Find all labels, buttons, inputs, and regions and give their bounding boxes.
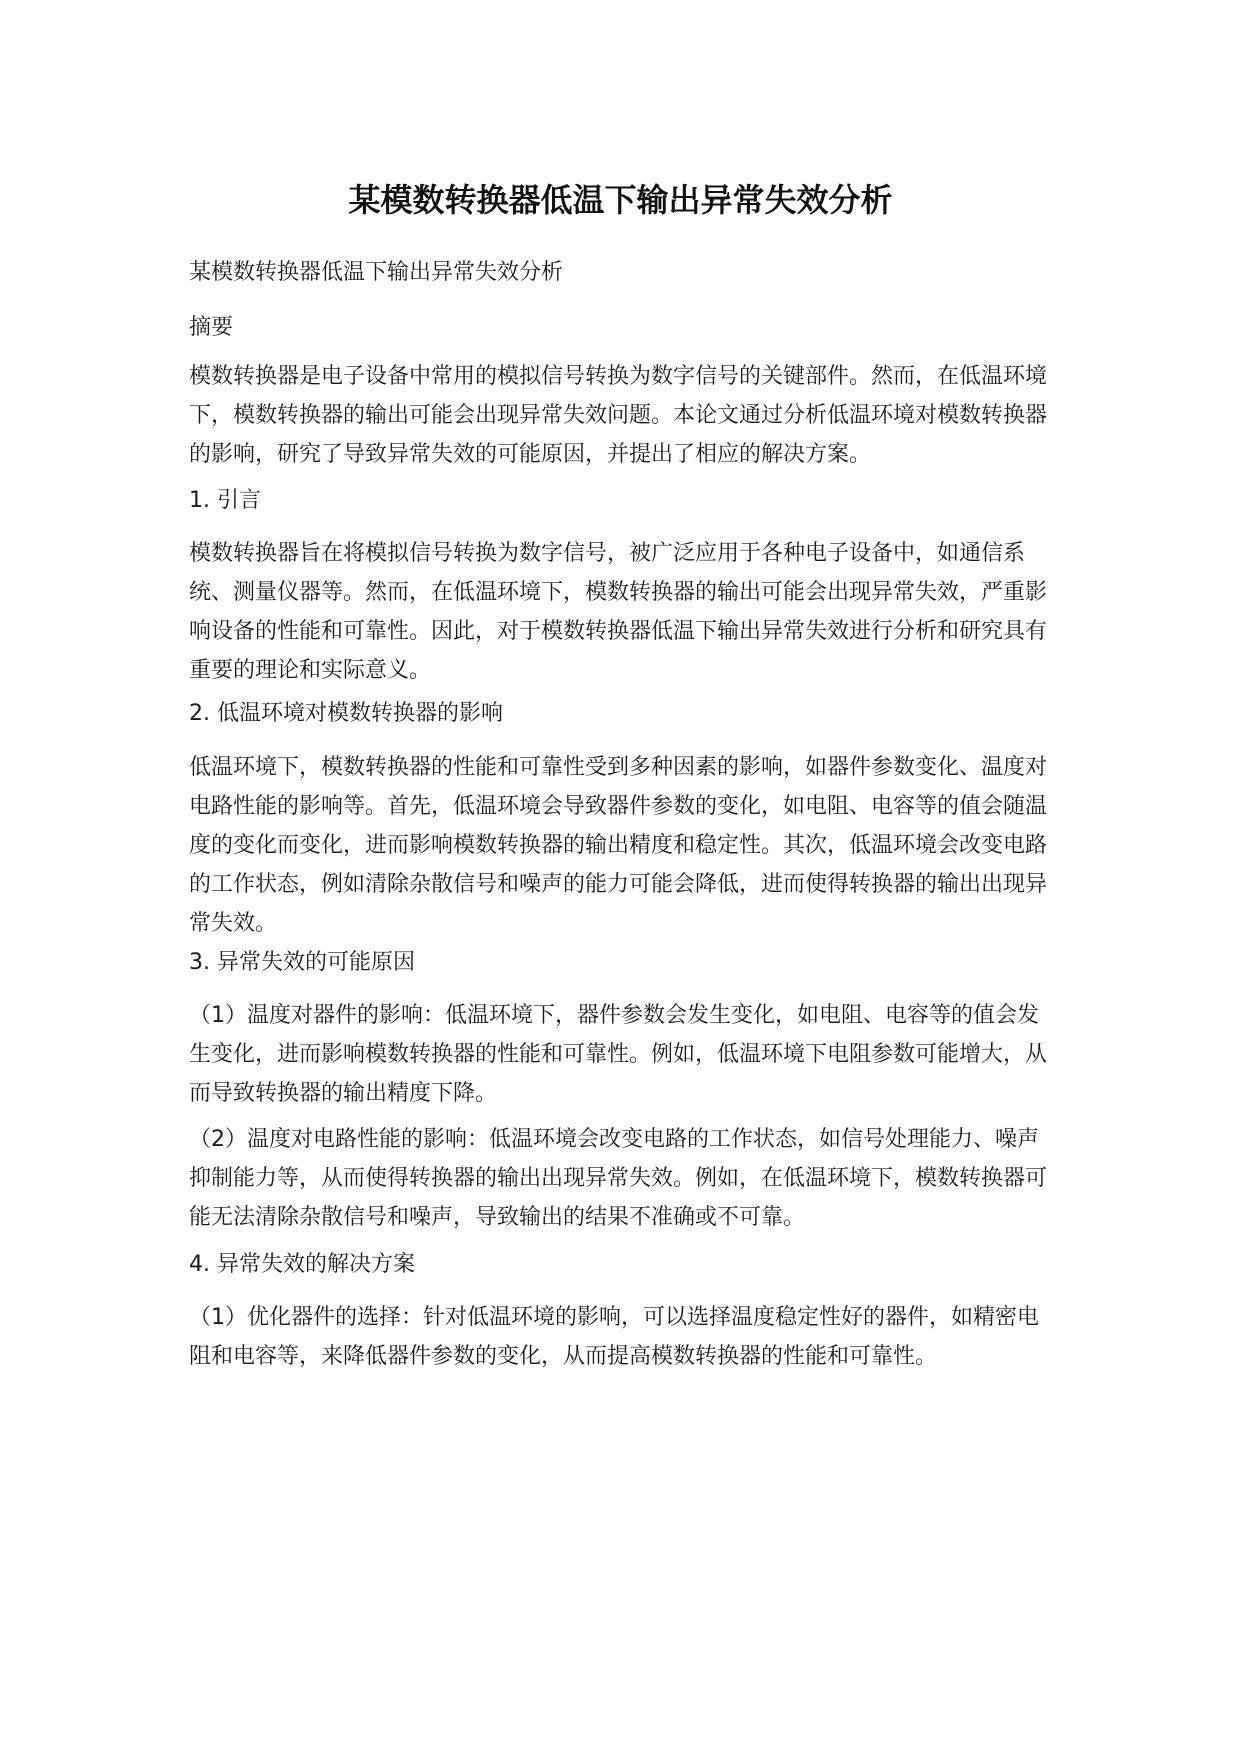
section-4-heading: 4. 异常失效的解决方案 xyxy=(189,1252,415,1277)
section-4-item-1: （1）优化器件的选择：针对低温环境的影响，可以选择温度稳定性好的器件，如精密电阻和电容等，来降低器件参数的变化，从而提高模数转换器的性能和可靠性。 xyxy=(189,1305,1039,1369)
section-2-heading: 2. 低温环境对模数转换器的影响 xyxy=(189,701,503,726)
document-title: 某模数转换器低温下输出异常失效分析 xyxy=(348,181,893,219)
abstract-heading: 摘要 xyxy=(189,315,234,340)
section-3-item-2: （2）温度对电路性能的影响：低温环境会改变电路的工作状态，如信号处理能力、噪声抑制能力等，从而使得转换器的输出出现异常失效。例如，在低温环境下，模数转换器可能无法清除杂散信号和噪声，导致输出的结果不准确或不可靠。 xyxy=(189,1127,1048,1230)
section-1-paragraph: 模数转换器旨在将模拟信号转换为数字信号，被广泛应用于各种电子设备中，如通信系统、测量仪器等。然而，在低温环境下，模数转换器的输出可能会出现异常失效，严重影响设备的性能和可靠性。因此，对于模数转换器低温下输出异常失效进行分析和研究具有重要的理论和实际意义。 xyxy=(189,541,1048,683)
document-subtitle: 某模数转换器低温下输出异常失效分析 xyxy=(189,260,564,285)
section-3-heading: 3. 异常失效的可能原因 xyxy=(189,950,415,975)
section-1-heading: 1. 引言 xyxy=(189,488,261,513)
section-2-paragraph: 低温环境下，模数转换器的性能和可靠性受到多种因素的影响，如器件参数变化、温度对电路性能的影响等。首先，低温环境会导致器件参数的变化，如电阻、电容等的值会随温度的变化而变化，进而影响模数转换器的输出精度和稳定性。其次，低温环境会改变电路的工作状态，例如清除杂散信号和噪声的能力可能会降低，进而使得转换器的输出出现异常失效。 xyxy=(189,755,1048,936)
section-3-item-1: （1）温度对器件的影响：低温环境下，器件参数会发生变化，如电阻、电容等的值会发生变化，进而影响模数转换器的性能和可靠性。例如，低温环境下电阻参数可能增大，从而导致转换器的输出精度下降。 xyxy=(189,1003,1048,1106)
abstract-paragraph: 模数转换器是电子设备中常用的模拟信号转换为数字信号的关键部件。然而，在低温环境下，模数转换器的输出可能会出现异常失效问题。本论文通过分析低温环境对模数转换器的影响，研究了导致异常失效的可能原因，并提出了相应的解决方案。 xyxy=(189,364,1048,467)
